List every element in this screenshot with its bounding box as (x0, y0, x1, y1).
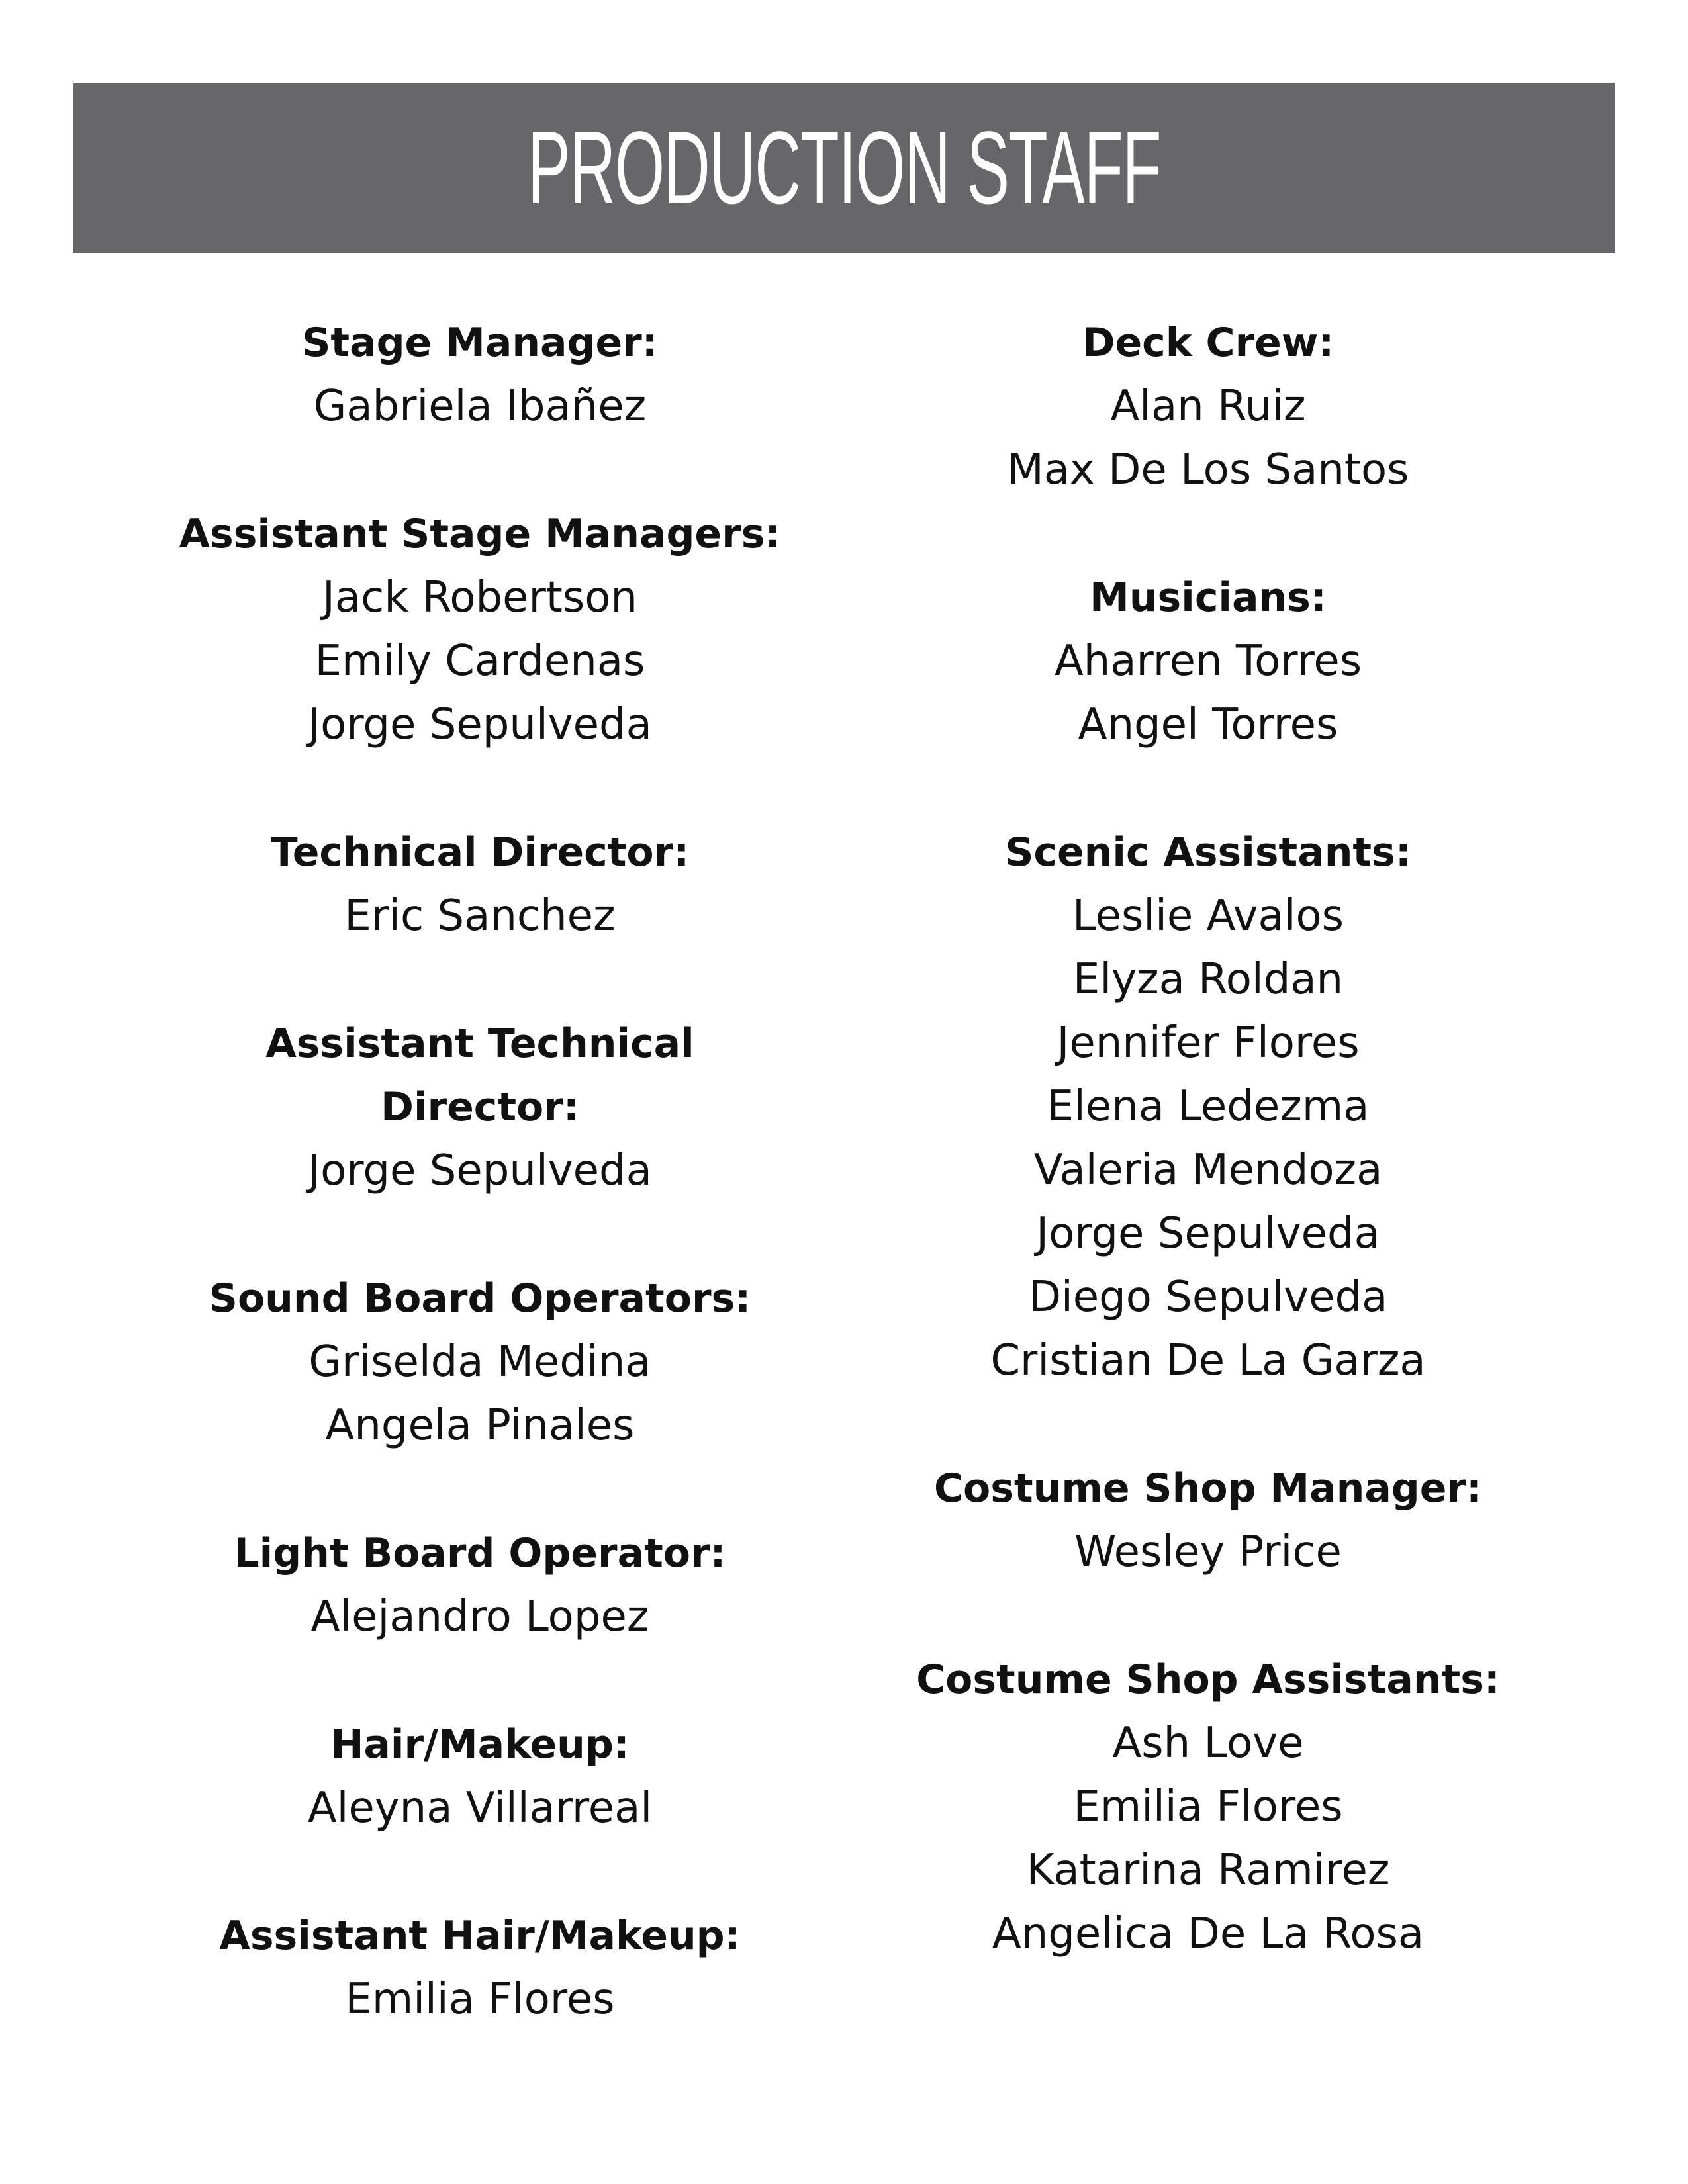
staff-name: Jorge Sepulveda (308, 1146, 652, 1195)
left-column (116, 311, 844, 2095)
role-heading: Assistant Stage Managers: (179, 511, 781, 557)
staff-name: Alejandro Lopez (310, 1592, 649, 1641)
role-heading: Musicians: (1090, 574, 1327, 621)
header-banner (73, 83, 1615, 253)
section-light-board-operator (116, 1522, 844, 1649)
staff-name: Alan Ruiz (1110, 382, 1306, 431)
section-technical-director (116, 821, 844, 948)
staff-name: Max De Los Santos (1007, 445, 1409, 494)
role-heading: Assistant Hair/Makeup: (219, 1913, 741, 1959)
staff-name: Leslie Avalos (1072, 891, 1344, 940)
staff-name: Jennifer Flores (1056, 1019, 1360, 1068)
staff-name: Angel Torres (1078, 700, 1338, 749)
role-heading: Deck Crew: (1082, 320, 1335, 366)
staff-name: Valeria Mendoza (1033, 1146, 1383, 1195)
staff-name: Emilia Flores (1073, 1782, 1343, 1831)
staff-name: Emilia Flores (345, 1975, 615, 2024)
role-heading: Hair/Makeup: (330, 1721, 630, 1768)
section-deck-crew (844, 311, 1572, 502)
section-stage-manager (116, 311, 844, 438)
staff-name: Cristian De La Garza (990, 1336, 1426, 1385)
staff-name: Katarina Ramirez (1026, 1846, 1390, 1895)
staff-name: Ash Love (1112, 1719, 1304, 1768)
staff-name: Jack Robertson (322, 573, 637, 622)
section-assistant-stage-managers (116, 502, 844, 756)
staff-name: Diego Sepulveda (1028, 1273, 1388, 1322)
role-heading: Scenic Assistants: (1005, 829, 1411, 876)
section-sound-board-operators (116, 1267, 844, 1457)
role-heading: Costume Shop Assistants: (916, 1657, 1500, 1703)
staff-name: Jorge Sepulveda (308, 700, 652, 749)
section-hair-makeup (116, 1713, 844, 1840)
staff-name: Jorge Sepulveda (1036, 1209, 1380, 1258)
role-heading: Technical Director: (270, 829, 690, 876)
role-heading: Light Board Operator: (234, 1530, 726, 1576)
section-musicians (844, 566, 1572, 756)
section-assistant-hair-makeup (116, 1904, 844, 2031)
staff-name: Aleyna Villarreal (307, 1784, 653, 1833)
right-column (844, 311, 1572, 2030)
role-heading: Assistant Technical Director: (265, 1021, 694, 1130)
staff-name: Angelica De La Rosa (992, 1909, 1425, 1958)
section-scenic-assistants (844, 821, 1572, 1392)
role-heading: Sound Board Operators: (209, 1275, 751, 1322)
staff-name: Eric Sanchez (344, 891, 616, 940)
staff-name: Griselda Medina (308, 1338, 651, 1387)
staff-name: Wesley Price (1074, 1527, 1342, 1576)
staff-name: Gabriela Ibañez (313, 382, 647, 431)
staff-name: Elena Ledezma (1047, 1082, 1370, 1131)
staff-name: Emily Cardenas (314, 637, 645, 686)
section-costume-shop-manager (844, 1457, 1572, 1584)
section-assistant-technical-director (116, 1012, 844, 1203)
role-heading: Costume Shop Manager: (933, 1465, 1483, 1512)
staff-name: Aharren Torres (1054, 637, 1362, 686)
page-title: PRODUCTION STAFF (527, 111, 1161, 226)
section-costume-shop-assistants (844, 1648, 1572, 1966)
staff-name: Angela Pinales (325, 1401, 635, 1450)
staff-name: Elyza Roldan (1072, 955, 1344, 1004)
role-heading: Stage Manager: (302, 320, 658, 366)
